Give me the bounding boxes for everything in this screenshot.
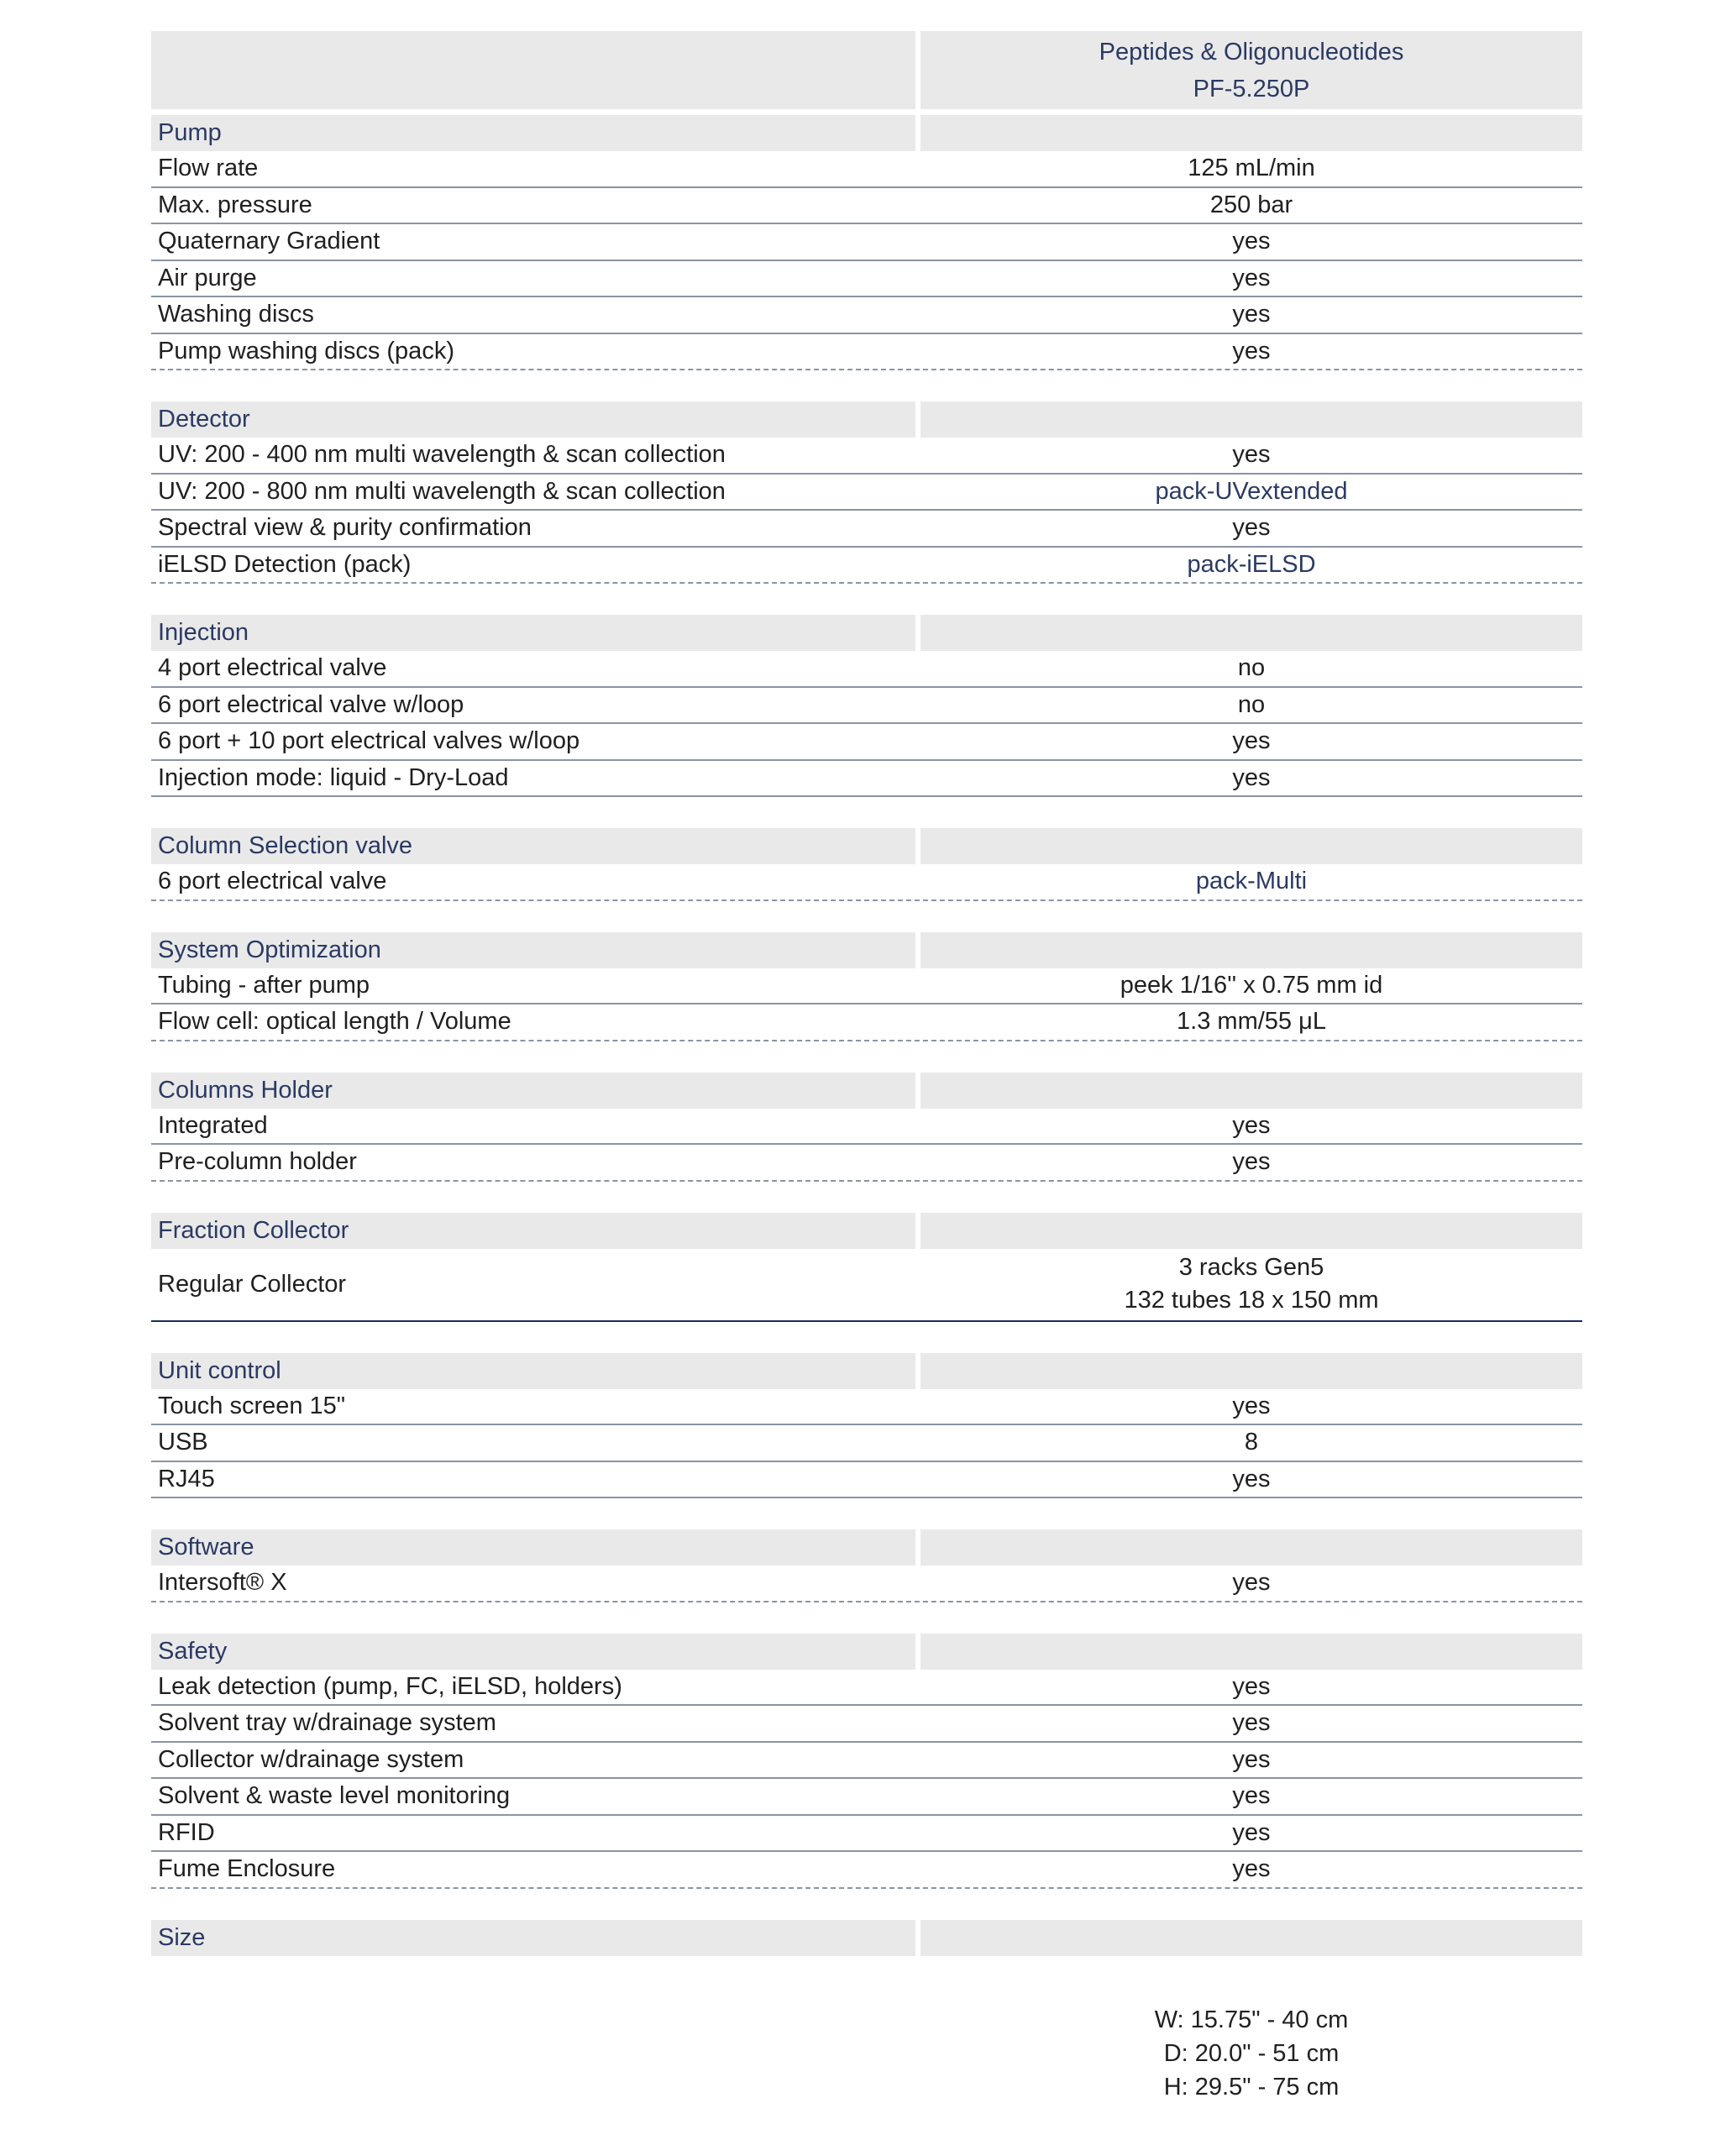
spec-value: yes xyxy=(1232,1148,1271,1176)
spec-row-tubing-after-pump xyxy=(151,968,1582,1005)
spec-row-usb xyxy=(151,1425,1582,1462)
section-title: Fraction Collector xyxy=(151,1213,915,1249)
spec-row-uv-200-800-nm-multi-wavelength-scan-collection xyxy=(151,475,1582,511)
spec-label: 6 port + 10 port electrical valves w/loop xyxy=(158,727,580,755)
spec-row-leak-detection-pump-fc-ielsd-holders xyxy=(151,1670,1582,1707)
spec-label: UV: 200 - 800 nm multi wavelength & scan collection xyxy=(158,477,726,505)
spec-label: Tubing - after pump xyxy=(158,971,370,999)
spec-row-intersoft-x xyxy=(151,1566,1582,1602)
header-label-spacer xyxy=(151,31,915,109)
spec-value: yes xyxy=(1232,1465,1271,1492)
spec-value: peek 1/16'' x 0.75 mm id xyxy=(1120,971,1383,999)
product-line-title: Peptides & Oligonucleotides xyxy=(1099,38,1404,66)
section-header-bar xyxy=(151,115,1582,151)
spec-row-integrated xyxy=(151,1109,1582,1146)
section-header-bar-value-area xyxy=(920,828,1582,864)
section-title: Column Selection valve xyxy=(151,828,915,864)
spec-value: yes xyxy=(1232,1709,1271,1737)
spec-label: Flow cell: optical length / Volume xyxy=(158,1008,511,1036)
section-unit-control xyxy=(151,1353,1582,1499)
spec-value: yes xyxy=(1232,727,1271,755)
section-size xyxy=(151,1920,1582,2104)
section-header-bar xyxy=(151,828,1582,864)
section-system-optimization xyxy=(151,932,1582,1041)
spec-label: RJ45 xyxy=(158,1465,215,1492)
spec-row-injection-mode-liquid-dry-load xyxy=(151,761,1582,798)
section-header-bar xyxy=(151,1529,1582,1566)
size-dimension-line: H: 29.5" - 75 cm xyxy=(1163,2073,1340,2101)
spec-label: RFID xyxy=(158,1818,215,1846)
section-title: Unit control xyxy=(151,1353,915,1389)
spec-value: yes xyxy=(1232,1745,1271,1773)
spec-value-line: 132 tubes 18 x 150 mm xyxy=(1124,1287,1379,1314)
spec-label: Quaternary Gradient xyxy=(158,228,380,255)
spec-row-washing-discs xyxy=(151,297,1582,334)
size-dimension-line: W: 15.75" - 40 cm xyxy=(1154,2006,1349,2033)
section-header-bar xyxy=(151,615,1582,651)
section-header-bar-value-area xyxy=(920,115,1582,151)
spec-label: Solvent & waste level monitoring xyxy=(158,1782,511,1810)
section-column-selection-valve xyxy=(151,828,1582,901)
spec-label: Washing discs xyxy=(158,301,314,328)
spec-row-collector-w-drainage-system xyxy=(151,1743,1582,1780)
section-detector xyxy=(151,401,1582,584)
section-title: Columns Holder xyxy=(151,1073,915,1109)
spec-row-pump-washing-discs-pack xyxy=(151,334,1582,371)
section-title: System Optimization xyxy=(151,932,915,968)
section-header-bar xyxy=(151,1353,1582,1389)
spec-value: pack-Multi xyxy=(1195,868,1308,895)
spec-row-6-port-electrical-valve xyxy=(151,864,1582,901)
spec-value: yes xyxy=(1232,1672,1271,1700)
spec-row-rj45 xyxy=(151,1462,1582,1499)
spec-value: yes xyxy=(1232,337,1271,365)
spec-label: 6 port electrical valve xyxy=(158,868,387,895)
spec-label: 4 port electrical valve xyxy=(158,654,387,682)
table-header xyxy=(151,31,1582,109)
spec-label: Touch screen 15" xyxy=(158,1392,346,1419)
spec-label: Pump washing discs (pack) xyxy=(158,337,454,365)
spec-row-quaternary-gradient xyxy=(151,224,1582,261)
section-header-bar xyxy=(151,1634,1582,1670)
spec-value: yes xyxy=(1232,301,1271,328)
spec-label: Flow rate xyxy=(158,155,259,182)
spec-value: yes xyxy=(1232,228,1271,255)
size-dimensions xyxy=(920,2003,1582,2104)
section-header-bar xyxy=(151,1213,1582,1249)
spec-label: Injection mode: liquid - Dry-Load xyxy=(158,763,509,791)
section-header-bar-value-area xyxy=(920,1634,1582,1670)
section-title: Size xyxy=(151,1920,915,1956)
spec-value: 250 bar xyxy=(1209,191,1293,218)
section-header-bar xyxy=(151,1073,1582,1109)
spec-label: Regular Collector xyxy=(158,1270,347,1298)
spec-value: yes xyxy=(1232,441,1271,469)
sections-root xyxy=(151,115,1582,2104)
spec-row-flow-cell-optical-length-volume xyxy=(151,1004,1582,1041)
section-header-bar-value-area xyxy=(920,1073,1582,1109)
spec-value: yes xyxy=(1232,1782,1271,1810)
spec-row-6-port-10-port-electrical-valves-w-loop xyxy=(151,724,1582,761)
section-header-bar xyxy=(151,401,1582,438)
product-model: PF-5.250P xyxy=(1193,75,1310,102)
spec-row-pre-column-holder xyxy=(151,1145,1582,1182)
spec-row-spectral-view-purity-confirmation xyxy=(151,511,1582,548)
section-pump xyxy=(151,115,1582,370)
spec-label: UV: 200 - 400 nm multi wavelength & scan collection xyxy=(158,441,726,469)
section-title: Software xyxy=(151,1529,915,1566)
size-dimension-line: D: 20.0" - 51 cm xyxy=(1163,2039,1340,2067)
spec-label: Collector w/drainage system xyxy=(158,1745,464,1773)
spec-value: no xyxy=(1237,690,1266,718)
section-safety xyxy=(151,1634,1582,1889)
section-header-bar xyxy=(151,1920,1582,1956)
spec-row-air-purge xyxy=(151,261,1582,298)
spec-label: Leak detection (pump, FC, iELSD, holders) xyxy=(158,1672,622,1700)
spec-row-rfid xyxy=(151,1816,1582,1853)
section-header-bar xyxy=(151,932,1582,968)
section-header-bar-value-area xyxy=(920,932,1582,968)
spec-value: pack-UVextended xyxy=(1155,477,1348,505)
spec-label: USB xyxy=(158,1429,208,1456)
spec-label: iELSD Detection (pack) xyxy=(158,550,412,578)
section-header-bar-value-area xyxy=(920,401,1582,438)
spec-value: yes xyxy=(1232,514,1271,542)
spec-value: yes xyxy=(1232,1569,1271,1597)
spec-value: yes xyxy=(1232,1392,1271,1419)
spec-table xyxy=(151,31,1582,2104)
section-columns-holder xyxy=(151,1073,1582,1182)
section-fraction-collector xyxy=(151,1213,1582,1322)
spec-value xyxy=(920,1251,1582,1317)
spec-row-6-port-electrical-valve-w-loop xyxy=(151,688,1582,725)
spec-label: Spectral view & purity confirmation xyxy=(158,514,532,542)
section-title: Pump xyxy=(151,115,915,151)
spec-value: 8 xyxy=(1244,1429,1259,1456)
spec-row-regular-collector xyxy=(151,1249,1582,1322)
product-column-header xyxy=(920,31,1582,109)
spec-value: 125 mL/min xyxy=(1188,155,1315,182)
spec-value: yes xyxy=(1232,1855,1271,1883)
spec-label: Integrated xyxy=(158,1111,268,1139)
spec-label: Fume Enclosure xyxy=(158,1855,336,1883)
spec-value: yes xyxy=(1232,264,1271,291)
spec-value: no xyxy=(1237,654,1266,682)
spec-label: Pre-column holder xyxy=(158,1148,357,1176)
spec-value: pack-iELSD xyxy=(1187,550,1316,578)
spec-row-max-pressure xyxy=(151,188,1582,225)
spec-value: yes xyxy=(1232,1111,1271,1139)
spec-row-flow-rate xyxy=(151,151,1582,188)
spec-value: yes xyxy=(1232,763,1271,791)
spec-row-fume-enclosure xyxy=(151,1852,1582,1889)
spec-row-4-port-electrical-valve xyxy=(151,651,1582,688)
section-header-bar-value-area xyxy=(920,1529,1582,1566)
section-title: Safety xyxy=(151,1634,915,1670)
spec-label: Air purge xyxy=(158,264,257,291)
spec-row-solvent-tray-w-drainage-system xyxy=(151,1706,1582,1743)
spec-value: 1.3 mm/55 μL xyxy=(1177,1008,1326,1036)
section-header-bar-value-area xyxy=(920,1353,1582,1389)
section-header-bar-value-area xyxy=(920,1213,1582,1249)
spec-value: yes xyxy=(1232,1818,1271,1846)
section-header-bar-value-area xyxy=(920,615,1582,651)
spec-value-line: 3 racks Gen5 xyxy=(1178,1254,1324,1281)
spec-label: Intersoft® X xyxy=(158,1569,287,1597)
spec-row-ielsd-detection-pack xyxy=(151,548,1582,585)
section-injection xyxy=(151,615,1582,797)
spec-row-touch-screen-15 xyxy=(151,1389,1582,1426)
spec-row-solvent-waste-level-monitoring xyxy=(151,1779,1582,1816)
section-header-bar-value-area xyxy=(920,1920,1582,1956)
section-software xyxy=(151,1529,1582,1602)
spec-label: Max. pressure xyxy=(158,191,312,218)
section-title: Detector xyxy=(151,401,915,438)
spec-label: 6 port electrical valve w/loop xyxy=(158,690,464,718)
spec-label: Solvent tray w/drainage system xyxy=(158,1709,496,1737)
section-title: Injection xyxy=(151,615,915,651)
spec-row-uv-200-400-nm-multi-wavelength-scan-collection xyxy=(151,438,1582,475)
